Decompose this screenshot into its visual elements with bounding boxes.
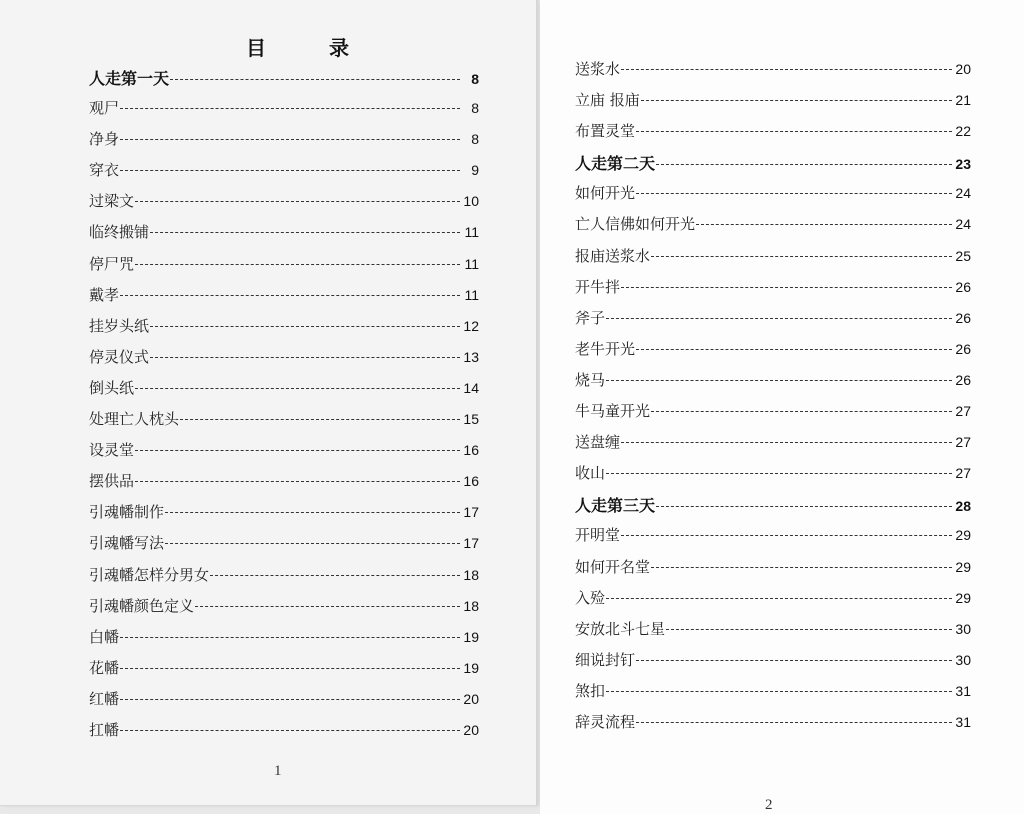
toc-entry: [89, 253, 479, 284]
toc-entry: [89, 688, 479, 719]
page-number-right: 2: [765, 797, 773, 813]
toc-entry-label: 引魂幡怎样分男女: [89, 565, 210, 584]
toc-entry-label: 倒头纸: [89, 378, 135, 397]
toc-entry-page: 30: [955, 651, 971, 668]
toc-entry-page: 20: [955, 61, 971, 77]
toc-leader-dashes: [656, 506, 952, 507]
toc-entry-label: 人走第二天: [575, 154, 656, 174]
toc-entry-page: 13: [463, 348, 479, 365]
toc-leader-dashes: [135, 481, 460, 482]
toc-entry-label: 送盘缠: [575, 433, 621, 452]
toc-entry: [575, 711, 971, 742]
toc-entry: [575, 649, 971, 680]
toc-entry-page: 28: [955, 498, 971, 515]
toc-leader-dashes: [651, 411, 952, 412]
toc-leader-dashes: [150, 357, 460, 358]
toc-entry-label: 设灵堂: [89, 441, 135, 460]
toc-leader-dashes: [606, 473, 952, 474]
toc-entry: [89, 190, 479, 221]
toc-entry-page: 29: [955, 527, 971, 544]
toc-leader-dashes: [165, 543, 460, 544]
toc-entry-page: 26: [955, 278, 971, 295]
toc-entry-label: 白幡: [89, 627, 120, 646]
toc-entry-page: 19: [463, 628, 479, 645]
toc-leader-dashes: [135, 264, 460, 265]
toc-entry-label: 立庙 报庙: [575, 91, 640, 110]
toc-entry: [89, 128, 479, 159]
toc-entry: [89, 284, 479, 315]
toc-entry-label: 停尸咒: [89, 254, 135, 273]
toc-leader-dashes: [170, 79, 460, 80]
page-number-left: 1: [274, 763, 282, 779]
toc-leader-dashes: [120, 108, 460, 109]
toc-entry: [89, 97, 479, 128]
toc-entry-label: 红幡: [89, 689, 120, 708]
toc-entry-page: 23: [955, 156, 971, 173]
toc-entry-page: 9: [471, 162, 479, 179]
toc-entry: [89, 439, 479, 470]
toc-entry-page: 31: [955, 682, 971, 699]
toc-entry-label: 开牛拌: [575, 277, 621, 296]
toc-entry-page: 19: [463, 659, 479, 676]
toc-leader-dashes: [180, 419, 460, 420]
toc-leader-dashes: [636, 131, 952, 132]
toc-entry-page: 18: [463, 566, 479, 583]
toc-entry: [89, 408, 479, 439]
toc-leader-dashes: [120, 295, 460, 296]
toc-entry-label: 引魂幡制作: [89, 503, 165, 522]
toc-entry-page: 20: [463, 690, 479, 707]
toc-entry: [575, 618, 971, 649]
toc-entry-page: 8: [471, 131, 479, 148]
toc-leader-dashes: [120, 668, 460, 669]
toc-entry-page: 16: [463, 473, 479, 490]
toc-entry-page: 27: [955, 403, 971, 420]
toc-entry-page: 24: [955, 216, 971, 233]
toc-entry-label: 如何开名堂: [575, 557, 651, 576]
toc-section-heading: [89, 66, 479, 97]
toc-leader-dashes: [120, 637, 460, 638]
toc-leader-dashes: [195, 606, 460, 607]
toc-entry-label: 如何开光: [575, 184, 636, 203]
toc-entry: [575, 120, 971, 151]
toc-leader-dashes: [135, 388, 460, 389]
toc-leader-dashes: [120, 170, 460, 171]
toc-entry: [575, 400, 971, 431]
toc-entry-page: 27: [955, 434, 971, 451]
toc-entry-page: 30: [955, 620, 971, 637]
toc-entry-label: 处理亡人枕头: [89, 410, 180, 429]
toc-leader-dashes: [150, 232, 460, 233]
toc-entry-page: 18: [463, 597, 479, 614]
toc-entry-page: 25: [955, 247, 971, 264]
toc-entry: [575, 89, 971, 120]
toc-entry-label: 安放北斗七星: [575, 619, 666, 638]
toc-title: 目 录: [246, 36, 377, 60]
toc-entry-page: 11: [464, 286, 479, 303]
toc-entry-label: 临终搬铺: [89, 223, 150, 242]
toc-leader-dashes: [636, 193, 952, 194]
toc-leader-dashes: [606, 318, 952, 319]
toc-entry-label: 烧马: [575, 370, 606, 389]
toc-entry-label: 扛幡: [89, 720, 120, 739]
toc-entry-page: 8: [471, 71, 479, 87]
toc-entry-label: 布置灵堂: [575, 122, 636, 141]
toc-entry-label: 引魂幡写法: [89, 534, 165, 553]
toc-leader-dashes: [606, 691, 952, 692]
toc-entry-label: 停灵仪式: [89, 347, 150, 366]
toc-entry: [575, 680, 971, 711]
toc-entry-page: 12: [463, 317, 479, 334]
toc-entry-page: 22: [955, 123, 971, 140]
toc-leader-dashes: [135, 450, 460, 451]
toc-entry-page: 20: [463, 721, 479, 738]
toc-leader-dashes: [135, 201, 460, 202]
toc-leader-dashes: [651, 256, 952, 257]
toc-leader-dashes: [656, 164, 952, 165]
toc-entry-page: 8: [471, 100, 479, 117]
toc-entry-page: 27: [955, 465, 971, 482]
toc-entry-page: 11: [464, 255, 479, 272]
toc-leader-dashes: [150, 326, 460, 327]
toc-leader-dashes: [696, 224, 952, 225]
toc-list-left: [89, 66, 479, 750]
toc-entry-label: 斧子: [575, 308, 606, 327]
toc-entry: [575, 556, 971, 587]
toc-leader-dashes: [666, 629, 952, 630]
toc-leader-dashes: [606, 598, 952, 599]
toc-entry: [575, 431, 971, 462]
toc-entry-page: 29: [955, 589, 971, 606]
toc-leader-dashes: [120, 699, 460, 700]
toc-entry-page: 16: [463, 442, 479, 459]
toc-entry-page: 26: [955, 340, 971, 357]
toc-entry-page: 17: [463, 504, 479, 521]
toc-entry-label: 牛马童开光: [575, 402, 651, 421]
toc-entry: [89, 626, 479, 657]
toc-entry: [89, 377, 479, 408]
toc-entry: [89, 595, 479, 626]
toc-entry-label: 花幡: [89, 658, 120, 677]
toc-leader-dashes: [621, 287, 952, 288]
toc-entry: [575, 245, 971, 276]
toc-leader-dashes: [641, 100, 952, 101]
toc-entry-label: 戴孝: [89, 285, 120, 304]
toc-entry: [89, 470, 479, 501]
toc-entry: [575, 213, 971, 244]
toc-entry-label: 送浆水: [575, 60, 621, 78]
toc-entry-page: 10: [463, 193, 479, 210]
toc-section-heading: [575, 151, 971, 182]
toc-entry-label: 亡人信佛如何开光: [575, 215, 696, 234]
toc-entry-page: 11: [464, 224, 479, 241]
toc-entry-label: 报庙送浆水: [575, 246, 651, 265]
toc-leader-dashes: [636, 660, 952, 661]
toc-entry: [575, 307, 971, 338]
toc-leader-dashes: [621, 69, 952, 70]
toc-entry-page: 29: [955, 558, 971, 575]
toc-list-right: [575, 58, 971, 742]
toc-entry-label: 摆供品: [89, 472, 135, 491]
toc-entry: [89, 221, 479, 252]
toc-entry-page: 17: [463, 535, 479, 552]
toc-entry-label: 挂岁头纸: [89, 316, 150, 335]
toc-entry: [575, 276, 971, 307]
toc-entry-page: 15: [463, 411, 479, 428]
toc-entry: [89, 532, 479, 563]
toc-leader-dashes: [165, 512, 460, 513]
toc-entry-label: 引魂幡颜色定义: [89, 596, 195, 615]
toc-entry-label: 净身: [89, 130, 120, 149]
toc-leader-dashes: [621, 535, 952, 536]
toc-leader-dashes: [651, 567, 952, 568]
toc-entry-page: 24: [955, 185, 971, 202]
toc-entry: [575, 338, 971, 369]
toc-entry-label: 人走第一天: [89, 69, 170, 88]
toc-leader-dashes: [210, 575, 460, 576]
toc-entry: [89, 346, 479, 377]
toc-entry: [89, 719, 479, 750]
toc-entry-page: 26: [955, 309, 971, 326]
toc-section-heading: [575, 493, 971, 524]
toc-entry: [575, 524, 971, 555]
toc-entry-label: 细说封钉: [575, 650, 636, 669]
toc-entry-label: 入殓: [575, 588, 606, 607]
toc-entry-label: 老牛开光: [575, 339, 636, 358]
toc-entry-label: 人走第三天: [575, 496, 656, 516]
toc-leader-dashes: [636, 349, 952, 350]
toc-entry-label: 观尸: [89, 99, 120, 118]
toc-leader-dashes: [120, 730, 460, 731]
toc-entry: [575, 587, 971, 618]
toc-entry-page: 14: [463, 379, 479, 396]
toc-entry-label: 收山: [575, 464, 606, 483]
toc-entry: [89, 315, 479, 346]
toc-entry-label: 煞扣: [575, 681, 606, 700]
toc-entry-page: 26: [955, 371, 971, 388]
toc-entry-page: 31: [955, 713, 971, 730]
toc-entry: [89, 501, 479, 532]
toc-entry-label: 开明堂: [575, 526, 621, 545]
toc-leader-dashes: [120, 139, 460, 140]
right-page: [540, 0, 1024, 814]
toc-entry: [575, 369, 971, 400]
toc-entry: [575, 182, 971, 213]
toc-entry-label: 穿衣: [89, 161, 120, 180]
toc-entry-page: 21: [955, 92, 971, 109]
toc-entry-label: 过梁文: [89, 192, 135, 211]
toc-entry: [89, 564, 479, 595]
toc-entry: [89, 159, 479, 190]
toc-entry: [575, 462, 971, 493]
toc-entry: [575, 58, 971, 89]
toc-leader-dashes: [621, 442, 952, 443]
toc-entry: [89, 657, 479, 688]
toc-entry-label: 辞灵流程: [575, 712, 636, 731]
toc-leader-dashes: [636, 722, 952, 723]
toc-leader-dashes: [606, 380, 952, 381]
